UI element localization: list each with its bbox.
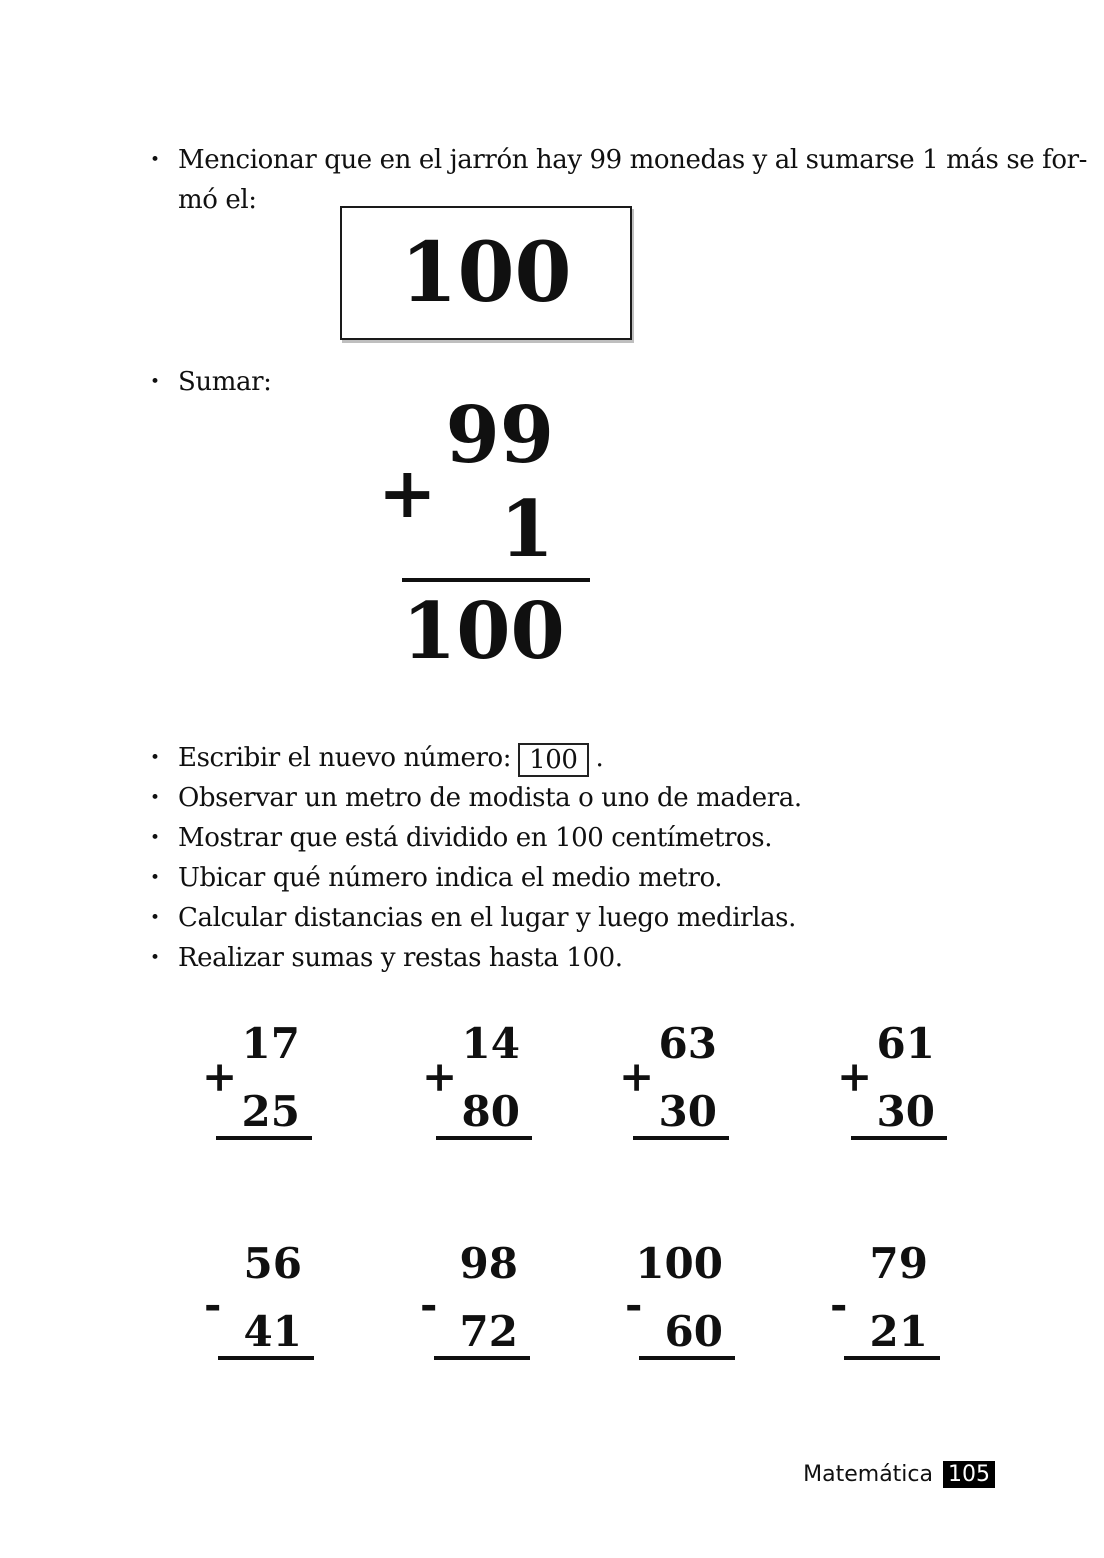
sum-bottom-addend: 1 xyxy=(499,484,554,575)
answer-line xyxy=(844,1356,940,1360)
bullet-text: Realizar sumas y restas hasta 100. xyxy=(178,943,623,973)
bullet-text xyxy=(178,738,603,778)
top-operand: 56 xyxy=(243,1239,302,1288)
bottom-operand: 25 xyxy=(241,1087,300,1136)
bottom-operand: 30 xyxy=(658,1087,717,1136)
bullet-icon: • xyxy=(150,748,160,768)
bottom-operand: 80 xyxy=(461,1087,520,1136)
plus-operator: + xyxy=(202,1052,238,1101)
answer-line xyxy=(434,1356,530,1360)
answer-line xyxy=(639,1356,735,1360)
plus-operator: + xyxy=(378,451,437,534)
hundred-display-box xyxy=(340,206,632,340)
answer-line xyxy=(218,1356,314,1360)
plus-operator: + xyxy=(619,1052,655,1101)
bullet-icon: • xyxy=(150,948,160,968)
minus-operator: - xyxy=(830,1280,848,1329)
footer-page-badge: 105 xyxy=(943,1461,995,1488)
bullet-text-after: . xyxy=(595,743,604,773)
top-operand: 61 xyxy=(876,1019,935,1068)
subtraction-problem-4 xyxy=(822,1239,932,1360)
bullet-text-before: Escribir el nuevo número: xyxy=(178,743,512,773)
top-operand: 63 xyxy=(658,1019,717,1068)
bullet-icon: • xyxy=(150,828,160,848)
page-footer xyxy=(803,1461,995,1488)
minus-operator: - xyxy=(204,1280,222,1329)
intro-line1: Mencionar que en el jarrón hay 99 monedas y al sumarse 1 más se for- xyxy=(178,145,1088,175)
addition-problem-3 xyxy=(611,1019,721,1140)
footer-subject: Matemática xyxy=(803,1462,933,1487)
hundred-value: 100 xyxy=(400,225,572,321)
answer-line xyxy=(216,1136,312,1140)
addition-problem-1 xyxy=(194,1019,304,1140)
bullet-icon: • xyxy=(150,868,160,888)
bullet-text: Mostrar que está dividido en 100 centímetros. xyxy=(178,823,773,853)
minus-operator: - xyxy=(625,1280,643,1329)
bullet-text: Ubicar qué número indica el medio metro. xyxy=(178,863,723,893)
subtraction-problem-1 xyxy=(196,1239,306,1360)
top-operand: 17 xyxy=(241,1019,300,1068)
bullet-item-escribir xyxy=(150,738,603,778)
intro-text xyxy=(178,140,1087,220)
subtraction-problem-2 xyxy=(412,1239,522,1360)
bottom-operand: 60 xyxy=(664,1307,723,1356)
plus-operator: + xyxy=(837,1052,873,1101)
bullet-icon: • xyxy=(150,788,160,808)
top-operand: 14 xyxy=(461,1019,520,1068)
addition-problem-2 xyxy=(414,1019,524,1140)
bottom-operand: 21 xyxy=(869,1307,928,1356)
bullet-item-ubicar xyxy=(150,858,722,898)
subtraction-problem-3 xyxy=(617,1239,727,1360)
intro-line2: mó el: xyxy=(178,185,257,215)
top-operand: 79 xyxy=(869,1239,928,1288)
sumar-bullet-item xyxy=(150,362,272,402)
answer-line xyxy=(851,1136,947,1140)
sum-top-addend: 99 xyxy=(445,390,554,481)
bullet-text: Calcular distancias en el lugar y luego medirlas. xyxy=(178,903,796,933)
bullet-item-calcular xyxy=(150,898,796,938)
bullet-item-mostrar xyxy=(150,818,772,858)
sum-answer-line xyxy=(402,578,590,582)
bullet-item-realizar xyxy=(150,938,623,978)
bullet-icon: • xyxy=(150,908,160,928)
answer-line xyxy=(633,1136,729,1140)
addition-problem-4 xyxy=(829,1019,939,1140)
bullet-text: Observar un metro de modista o uno de madera. xyxy=(178,783,802,813)
top-operand: 100 xyxy=(635,1239,723,1288)
bottom-operand: 41 xyxy=(243,1307,302,1356)
bullet-icon: • xyxy=(150,372,160,392)
answer-line xyxy=(436,1136,532,1140)
sum-result: 100 xyxy=(402,586,565,677)
bottom-operand: 72 xyxy=(459,1307,518,1356)
top-operand: 98 xyxy=(459,1239,518,1288)
bottom-operand: 30 xyxy=(876,1087,935,1136)
inline-number-box: 100 xyxy=(518,743,588,777)
minus-operator: - xyxy=(420,1280,438,1329)
bullet-icon: • xyxy=(150,150,160,170)
vertical-sum-demo xyxy=(378,390,590,677)
sumar-label: Sumar: xyxy=(178,367,272,397)
bullet-item-observar xyxy=(150,778,802,818)
plus-operator: + xyxy=(422,1052,458,1101)
